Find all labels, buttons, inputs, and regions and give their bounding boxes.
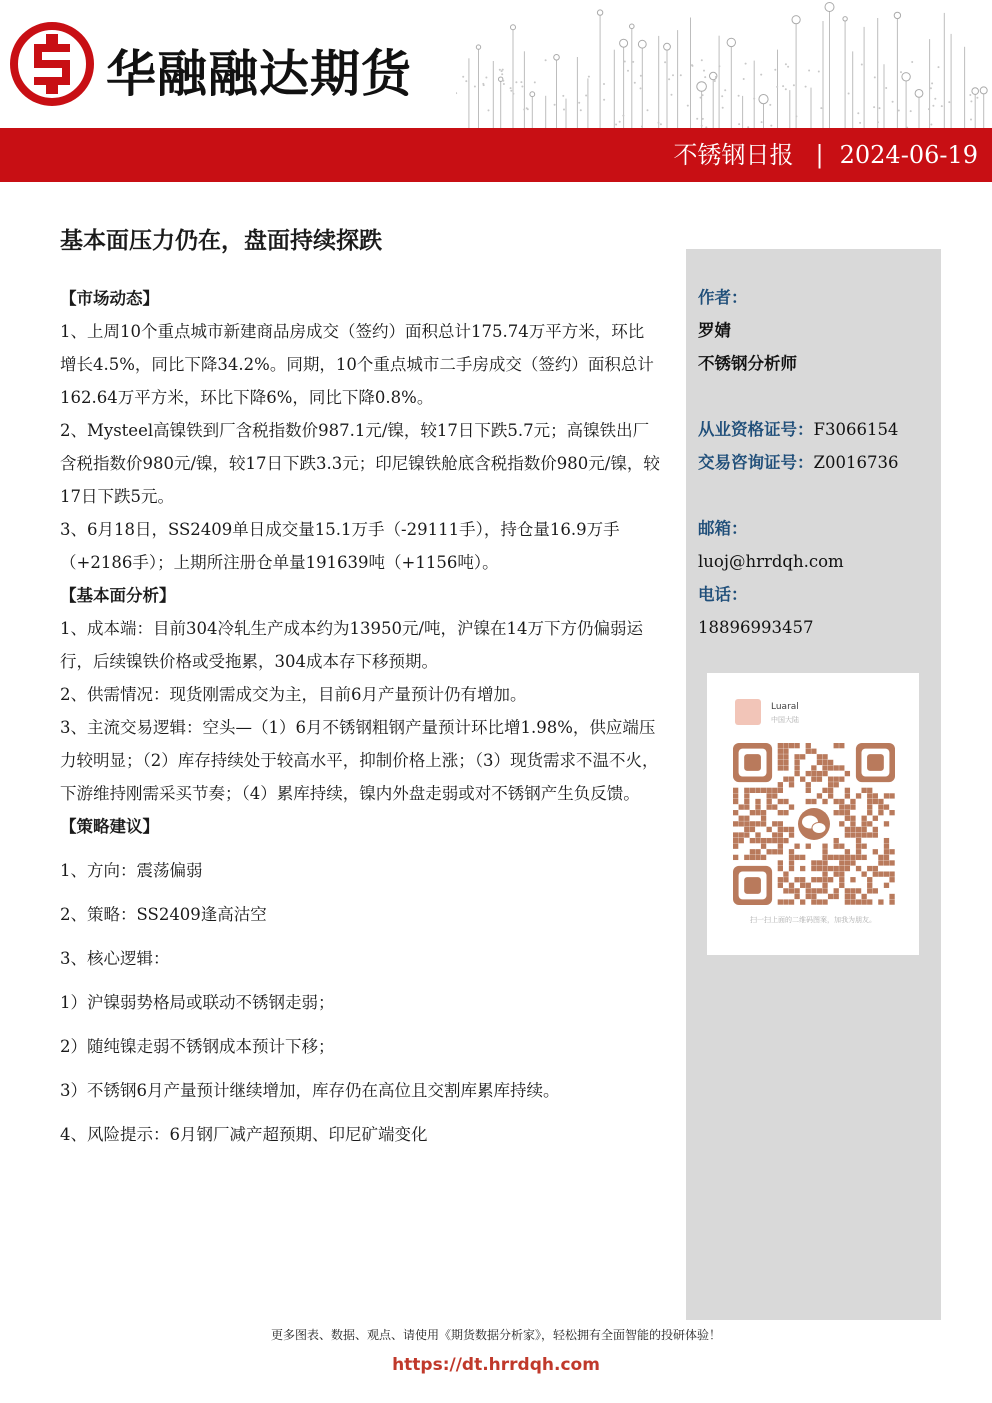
author-label: 作者： [698,288,748,307]
logo-icon [10,22,94,106]
header-decoration [456,0,992,128]
market-item: 2、Mysteel高镍铁到厂含税指数价987.1元/镍，较17日下跌5.7元；高镍铁出厂含税指数价980元/镍，较17日下跌3.3元；印尼镍铁舱底含税指数价980元/镍，较17日下跌5元。 [60,421,660,506]
consult-label: 交易咨询证号： [698,453,814,472]
consult-number: Z0016736 [813,453,899,472]
license-label: 从业资格证号： [698,420,814,439]
phone-label: 电话： [698,585,748,604]
footer-link[interactable]: https://dt.hrrdqh.com [392,1355,600,1375]
report-date: 2024-06-19 [839,141,978,169]
qr-contact-name: Luaral [771,702,799,712]
section-title-fundamental: 【基本面分析】 [60,586,176,605]
strategy-item: 2）随纯镍走弱不锈钢成本预计下移； [60,1037,335,1056]
strategy-item: 3）不锈钢6月产量预计继续增加，库存仍在高位且交割库累库持续。 [60,1081,560,1100]
qr-caption: 扫一扫上面的二维码图案，加我为朋友。 [750,916,876,924]
email-label: 邮箱： [698,519,748,538]
author-name: 罗婧 [698,321,731,340]
fundamental-item: 3、主流交易逻辑：空头—（1）6月不锈钢粗钢产量预计环比增1.98%，供应端压力较明显；（2）库存持续处于较高水平，抑制价格上涨；（3）现货需求不温不火，下游维持刚需采买节奏；（4）累库持续，镍内外盘走弱或对不锈钢产生负反馈。 [60,718,659,803]
page-title: 基本面压力仍在，盘面持续探跌 [60,228,382,254]
strategy-item: 1、方向：震荡偏弱 [60,861,203,880]
avatar [735,699,761,725]
email-link[interactable]: luoj@hrrdqh.com [698,552,844,571]
qr-contact-region: 中国大陆 [771,716,799,724]
strategy-item: 1）沪镍弱势格局或联动不锈钢走弱； [60,993,335,1012]
report-body [60,282,660,1151]
report-type: 不锈钢日报 [673,141,794,169]
report-banner [0,128,992,182]
banner-separator: | [815,141,824,169]
author-sidebar [686,249,941,1320]
license-number: F3066154 [813,420,899,439]
market-item: 1、上周10个重点城市新建商品房成交（签约）面积总计175.74万平方米，环比增长4.5%，同比下降34.2%。同期，10个重点城市二手房成交（签约）面积总计162.64万平方米，环比下降6%，同比下降0.8%。 [60,322,654,407]
section-title-strategy: 【策略建议】 [60,817,159,836]
logo-text: 华融融达期货 [106,45,412,103]
strategy-item: 4、风险提示：6月钢厂减产超预期、印尼矿端变化 [60,1125,428,1144]
strategy-item: 3、核心逻辑： [60,949,170,968]
strategy-item: 2、策略：SS2409逢高沽空 [60,905,267,924]
qr-code-icon [733,743,895,905]
market-item: 3、6月18日，SS2409单日成交量15.1万手（-29111手），持仓量16.9万手（+2186手）；上期所注册仓单量191639吨（+1156吨）。 [60,520,620,572]
brand-logo [10,22,450,112]
section-title-market: 【市场动态】 [60,289,159,308]
phone-number: 18896993457 [698,618,814,637]
footer-note: 更多图表、数据、观点、请使用《期货数据分析家》，轻松拥有全面智能的投研体验！ [270,1328,721,1342]
fundamental-item: 1、成本端：目前304冷轧生产成本约为13950元/吨，沪镍在14万下方仍偏弱运行，后续镍铁价格或受拖累，304成本存下移预期。 [60,619,644,671]
fundamental-item: 2、供需情况：现货刚需成交为主，目前6月产量预计仍有增加。 [60,685,527,704]
author-title: 不锈钢分析师 [698,354,797,373]
wechat-qr-card [707,673,919,955]
